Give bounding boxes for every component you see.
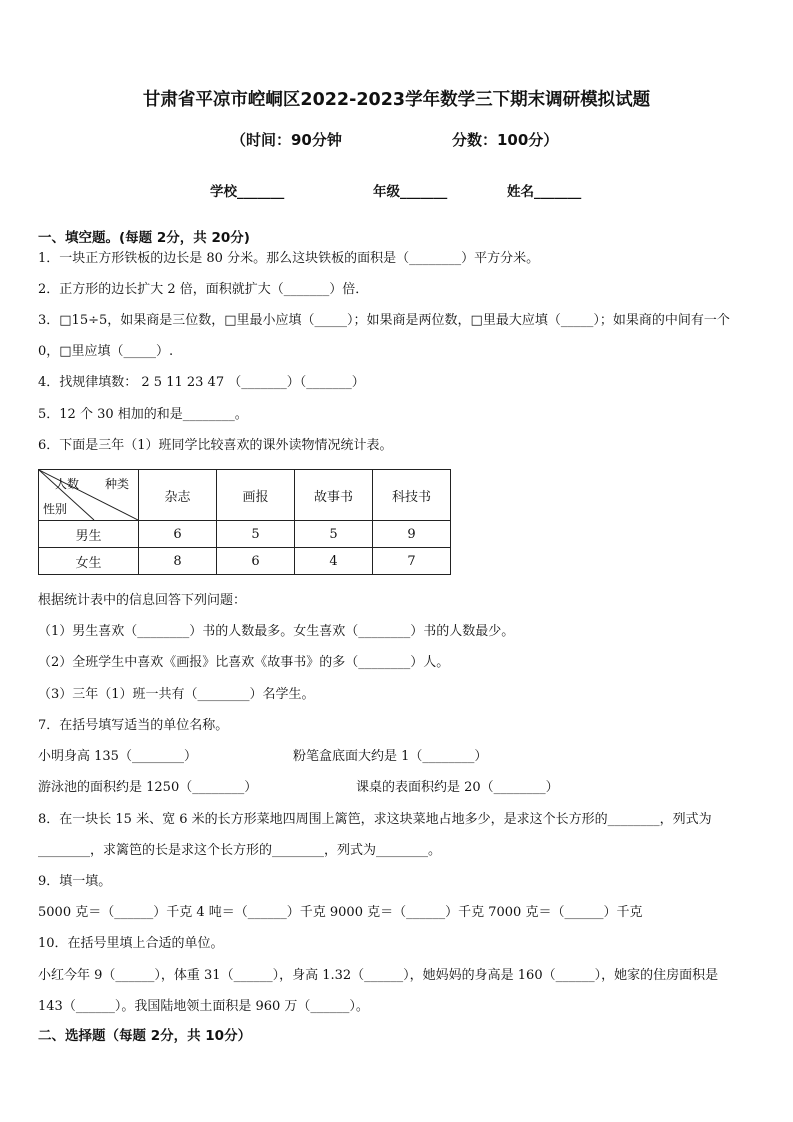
question-2: 2．正方形的边长扩大 2 倍，面积就扩大（_______）倍． [38, 282, 369, 297]
table-cell: 5 [295, 521, 373, 548]
grade-field: 年级_______ [373, 184, 448, 200]
question-7-item-b: 粉笔盒底面大约是 1（________） [293, 749, 488, 764]
school-field: 学校_______ [210, 184, 285, 200]
corner-label-type: 种类 [105, 477, 130, 491]
row-label: 男生 [39, 521, 139, 548]
question-10-line-2: 143（______）。我国陆地领土面积是 960 万（______）。 [38, 999, 369, 1014]
question-8-line-2: ________，求篱笆的长是求这个长方形的________，列式为________。 [38, 843, 442, 858]
question-10-line-1: 小红今年 9（______），体重 31（______），身高 1.32（______），她妈妈的身高是 160（______），她家的住房面积是 [38, 968, 719, 983]
row-label: 女生 [39, 548, 139, 575]
table-cell: 9 [373, 521, 451, 548]
question-6-part-1: （1）男生喜欢（________）书的人数最多。女生喜欢（________）书的人数最少。 [38, 624, 515, 639]
question-6-part-3: （3）三年（1）班一共有（________）名学生。 [38, 687, 315, 702]
question-9-items: 5000 克＝（______）千克 4 吨＝（______）千克 9000 克＝（______）千克 7000 克＝（______）千克 [38, 905, 643, 920]
table-cell: 8 [139, 548, 217, 575]
table-row [39, 548, 451, 575]
question-3-line-1: 3．□15÷5，如果商是三位数，□里最小应填（_____）；如果商是两位数，□里最大应填（_____）；如果商的中间有一个 [38, 313, 730, 328]
table-header-row [39, 470, 451, 521]
table-cell: 6 [139, 521, 217, 548]
reading-stats-table [38, 469, 451, 575]
question-7-item-a: 小明身高 135（________） [38, 749, 197, 764]
question-7-item-c: 游泳池的面积约是 1250（________） [38, 780, 258, 795]
exam-score: 分数：100分） [452, 131, 559, 149]
question-9: 9．填一填。 [38, 874, 112, 889]
column-header: 杂志 [139, 470, 217, 521]
column-header: 故事书 [295, 470, 373, 521]
section-2-heading: 二、选择题（每题 2分，共 10分） [38, 1028, 252, 1044]
table-cell: 7 [373, 548, 451, 575]
column-header: 画报 [217, 470, 295, 521]
question-8-line-1: 8．在一块长 15 米、宽 6 米的长方形菜地四周围上篱笆，求这块菜地占地多少，是求这个长方形的________，列式为 [38, 812, 712, 827]
table-cell: 4 [295, 548, 373, 575]
table-cell: 6 [217, 548, 295, 575]
table-cell: 5 [217, 521, 295, 548]
page-title: 甘肃省平凉市崆峒区2022-2023学年数学三下期末调研模拟试题 [142, 90, 651, 110]
question-4: 4．找规律填数： 2 5 11 23 47 （_______）（_______） [38, 375, 365, 390]
question-7-item-d: 课桌的表面积约是 20（________） [356, 780, 559, 795]
question-1: 1．一块正方形铁板的边长是 80 分米。那么这块铁板的面积是（________）平方分米。 [38, 251, 540, 266]
exam-time: （时间：90分钟 [231, 131, 342, 149]
question-3-line-2: 0，□里应填（_____）. [38, 344, 174, 359]
section-1-heading: 一、填空题。(每题 2分，共 20分) [38, 230, 250, 246]
corner-label-count: 人数 [55, 477, 80, 491]
question-10: 10．在括号里填上合适的单位。 [38, 936, 224, 951]
question-6-intro: 根据统计表中的信息回答下列问题： [38, 593, 247, 608]
question-6-part-2: （2）全班学生中喜欢《画报》比喜欢《故事书》的多（________）人。 [38, 655, 450, 670]
name-field: 姓名_______ [507, 184, 582, 200]
corner-label-gender: 性别 [43, 502, 68, 516]
table-corner-cell [39, 470, 139, 521]
table-row [39, 521, 451, 548]
column-header: 科技书 [373, 470, 451, 521]
question-7: 7．在括号填写适当的单位名称。 [38, 718, 229, 733]
question-5: 5．12 个 30 相加的和是________。 [38, 407, 248, 422]
question-6: 6．下面是三年（1）班同学比较喜欢的课外读物情况统计表。 [38, 438, 393, 453]
